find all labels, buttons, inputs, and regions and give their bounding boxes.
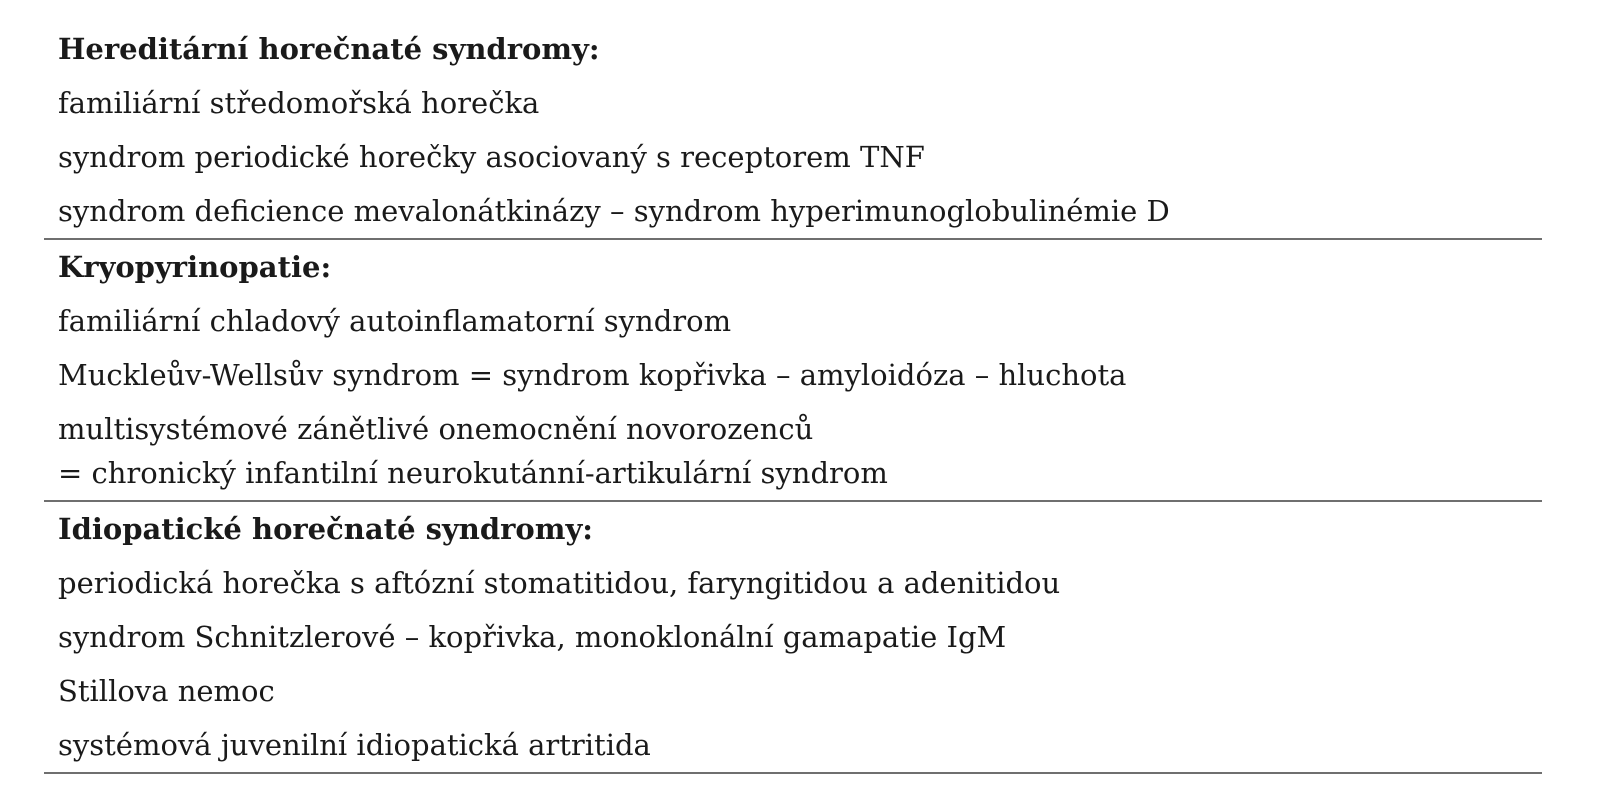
section-heading: Kryopyrinopatie: (58, 250, 332, 284)
section-cryopyrinopathies (44, 240, 1542, 502)
list-item: Muckleův-Wellsův syndrom = syndrom kopřivka – amyloidóza – hluchota (58, 358, 1127, 392)
list-item-line: multisystémové zánětlivé onemocnění novorozenců (58, 412, 814, 446)
list-item: syndrom periodické horečky asociovaný s receptorem TNF (58, 140, 925, 174)
list-item: familiární chladový autoinflamatorní syndrom (58, 304, 732, 338)
list-item: syndrom Schnitzlerové – kopřivka, monoklonální gamapatie IgM (58, 620, 1007, 654)
section-heading: Idiopatické horečnaté syndromy: (58, 512, 594, 546)
list-item: systémová juvenilní idiopatická artritida (58, 728, 651, 762)
syndrome-table (44, 22, 1542, 774)
section-hereditary (44, 22, 1542, 240)
list-item: familiární středomořská horečka (58, 86, 540, 120)
list-item: periodická horečka s aftózní stomatitidou, faryngitidou a adenitidou (58, 566, 1061, 600)
section-idiopathic (44, 502, 1542, 774)
list-item: syndrom deficience mevalonátkinázy – syndrom hyperimunoglobulinémie D (58, 194, 1170, 228)
list-item-multiline (44, 402, 1542, 500)
list-item-line: = chronický infantilní neurokutánní-artikulární syndrom (58, 456, 888, 490)
section-heading: Hereditární horečnaté syndromy: (58, 32, 600, 66)
list-item: Stillova nemoc (58, 674, 275, 708)
